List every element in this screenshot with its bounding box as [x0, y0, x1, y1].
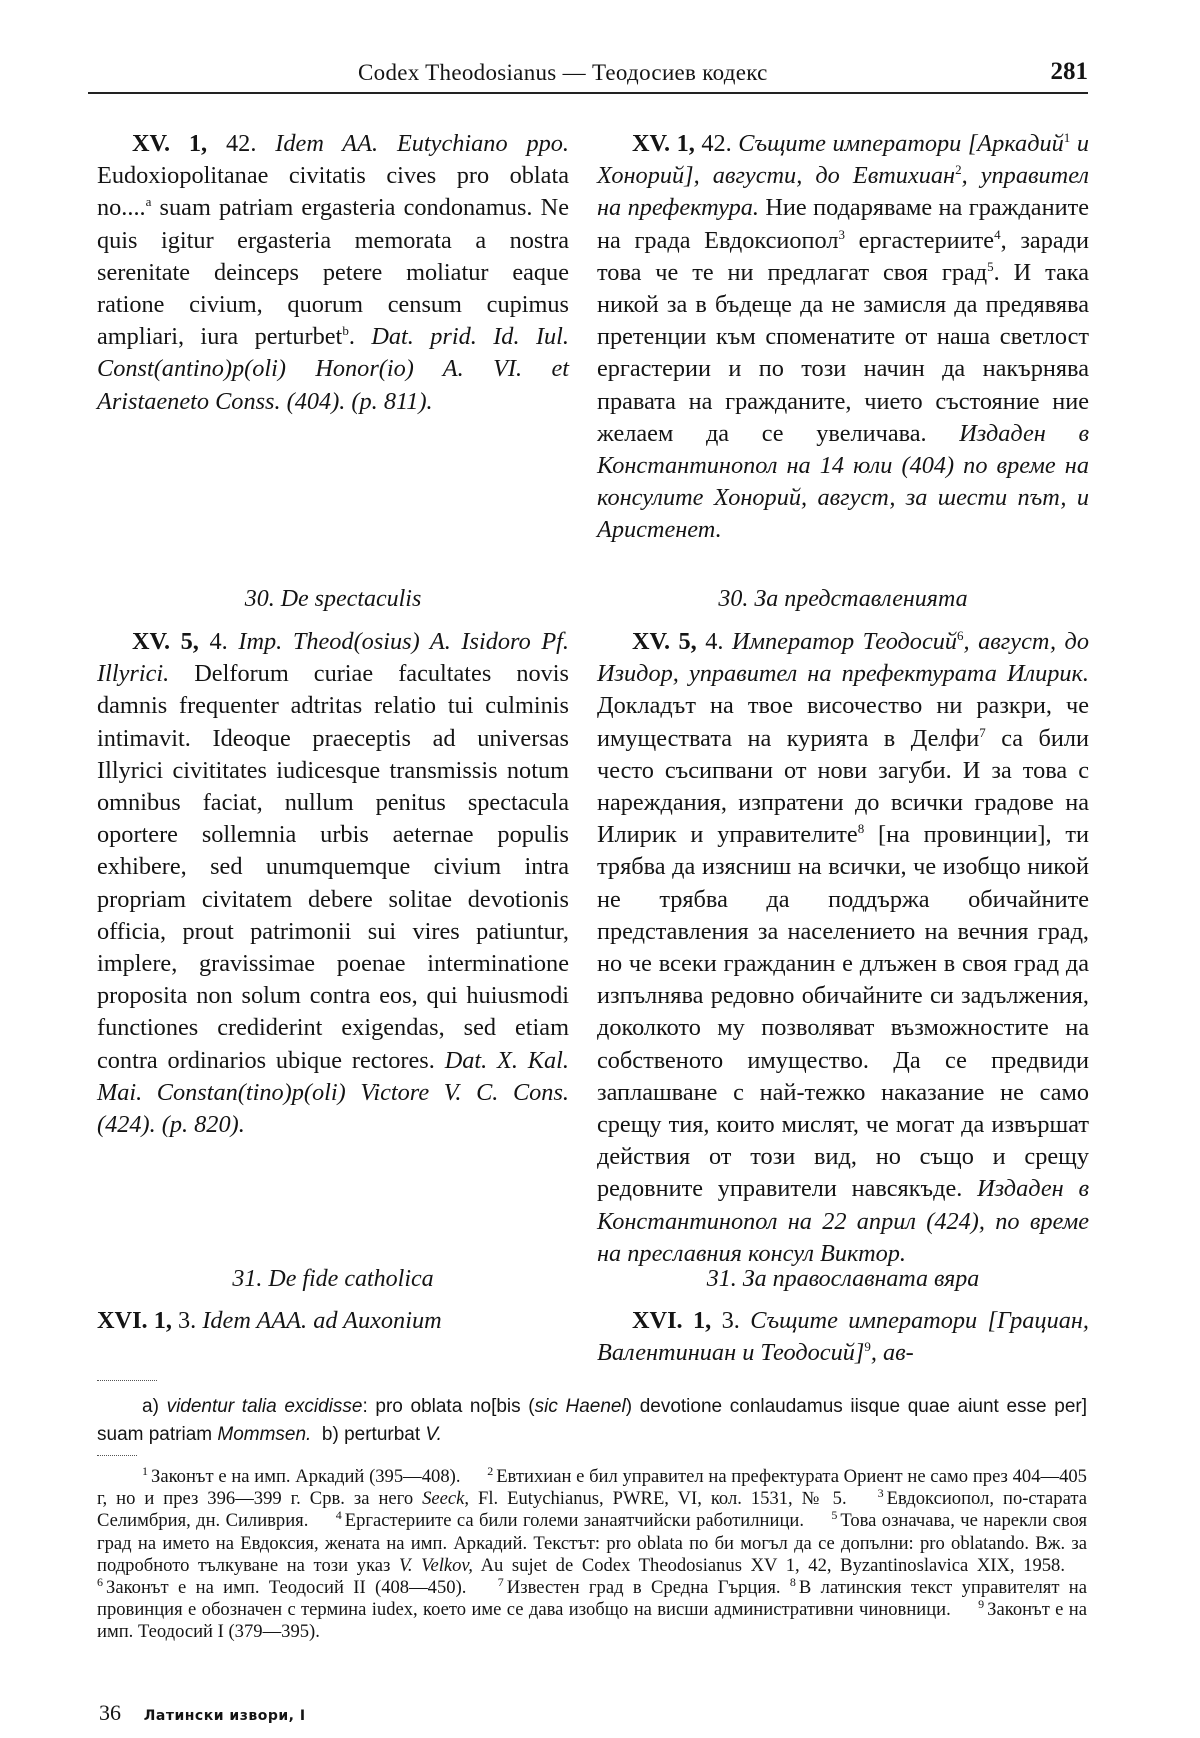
footnote-marker: 8: [857, 821, 865, 837]
apparatus-marker: a: [145, 194, 152, 210]
dating-clause: Издаден в Константинопол на 14 юли (404) по време на консулите Хонорий, август, за шести път, и Аристенет.: [597, 419, 1089, 544]
section-title: 31. За православната вяра: [706, 1266, 980, 1292]
latin-entry-xvi-1-3: [97, 1305, 569, 1337]
apparatus-text: : pro oblata no[bis (: [362, 1396, 535, 1417]
footnote-marker: 5: [987, 258, 994, 274]
law-text: Ние подаряваме на гражданите на града Евдоксиопол: [597, 194, 1089, 254]
footnote-author: V. Velkov,: [398, 1554, 473, 1576]
footnote-number: 2: [487, 1464, 494, 1478]
bulgarian-section-30: [597, 583, 1089, 615]
footnote-7: [498, 1577, 781, 1598]
footnote-text: Ергастериите са били големи занаятчийски работилници.: [344, 1510, 804, 1532]
law-text: Eudoxiopolitanae civitatis cives pro oblata no....: [97, 162, 569, 222]
apparatus-text: ) devotione conlaudamus iisque quae aiunt esse per] suam patriam: [97, 1396, 1088, 1445]
footnote-4: [336, 1510, 804, 1531]
law-reference: XV. 5,: [632, 628, 697, 655]
addressee: Imp. Theod(osius) A. Isidoro Pf. Illyrici.: [97, 628, 569, 688]
page-header: [88, 0, 1088, 90]
footnote-marker: 2: [955, 162, 962, 178]
addressee: Император Теодосий: [731, 628, 958, 655]
law-number: 4.: [209, 628, 228, 655]
dating-clause: Dat. X. Kal. Mai. Constan(tino)p(oli) Victore V. C. Cons. (424). (p. 820).: [97, 1046, 569, 1139]
bulgarian-entry-xvi-1-3: [597, 1305, 1089, 1369]
footnote-text: Известен град в Средна Гърция.: [506, 1577, 781, 1599]
footnote-number: 5: [831, 1508, 838, 1523]
footnote-1: [142, 1466, 460, 1487]
printer-signature: [99, 1700, 306, 1726]
footnote-number: 9: [978, 1597, 985, 1612]
footnote-text: , Fl. Eutychianus, PWRE, VI, кол. 1531, № 5.: [464, 1488, 847, 1510]
law-text: [на провинции], ти трябва да изясниш на всички, че изобщо никой не трябва да поддържа обичайните представления за населението на вечния град, но че всеки гражданин е длъжен в своя град да изпълнява редовно обичайните си задължения, доколкото му позволяват възможностите на собственото имущество. Да се предвиди заплашване с най-тежко наказание не само срещу тия, които мислят, че могат да извършат действия от този вид, но също и срещу редовните управители навсякъде.: [597, 821, 1090, 1203]
punctuation: .: [348, 323, 372, 351]
apparatus-source: V.: [425, 1424, 442, 1445]
section-title: 30. De spectaculis: [244, 586, 422, 612]
law-text: . И така никой за в бъдеще да не замисля да предявява претенции към споменатите от наша светлост ергастерии и по този начин да накърнява правата на гражданите, чието състояние ние желаем да се увеличава.: [597, 258, 1089, 447]
law-text: suam patriam ergasteria condonamus. Ne quis igitur ergasteria memorata a nostra serenitate deinceps petere moliatur eaque ratione civium, quorum censum cupimus ampliari, iura perturbet: [97, 194, 569, 351]
law-number: 4.: [705, 628, 724, 655]
addressee: , ав-: [870, 1339, 914, 1367]
addressee: и Хонорий], августи, до Евтихиан: [597, 130, 1089, 190]
page-number: 281: [1050, 58, 1088, 85]
critical-apparatus: [97, 1393, 1087, 1449]
footnote-marker: 1: [1063, 130, 1071, 145]
law-text: са били често съсипвани от нови загуби. И за това с нареждания, изпратени до всички градове на Илирик и управителите: [597, 724, 1090, 849]
apparatus-marker: b: [342, 323, 349, 339]
latin-section-30: [97, 583, 569, 615]
apparatus-lemma: videntur talia excidisse: [166, 1396, 363, 1417]
law-text: Delforum curiae facultates novis damnis frequenter adtritas relatio tui culminis intimavit. Ideoque praeceptis ad universas Illyrici civititates iudicesque transmissis notum omnibus faciat, nullum penitus spectacula oportere sollemnia urbis aeternae populis exhibere, sed unumquemque civium intra propriam civitatem debere solitae devotionis officia, prout patrimonii sui vires patiuntur, implere, gravissimae poenae interminatione proposita non solum contra eos, qui huiusmodi functiones crediderint exigendas, sed etiam contra ordinarios ubique rectores.: [97, 660, 569, 1074]
footnote-number: 4: [335, 1508, 342, 1523]
footnote-text: Евтихиан е бил управител на префектурата Ориент не само през 404—405 г, но и през 396—399 г. Срв. за него: [97, 1466, 1087, 1510]
footnote-text: В латинския текст управителят на провинция е обозначен с термина iudex, което име се дава изобщо на висши административни чиновници.: [97, 1577, 1088, 1621]
addressee: , управител на префектура.: [597, 162, 1089, 222]
law-text: ергастериите: [844, 226, 995, 254]
apparatus-label: a): [142, 1396, 159, 1417]
law-reference: XV. 1,: [132, 130, 208, 157]
footnote-text: Евдоксиопол, по-старата Селимбрия, дн. Силиврия.: [97, 1488, 1087, 1532]
footnote-marker: 6: [957, 628, 964, 643]
footnote-text: Законът е на имп. Теодосий I (379—395).: [97, 1599, 1088, 1643]
latin-section-31: [97, 1263, 569, 1295]
footnote-author: Seeck: [422, 1488, 465, 1510]
footnote-marker: 3: [838, 226, 845, 242]
footnotes-rule: [97, 1455, 137, 1456]
running-title: Codex Theodosianus — Теодосиев кодекс: [358, 60, 768, 85]
footnote-number: 6: [97, 1575, 103, 1590]
addressee: , август, до Изидор, управител на префектурата Илирик.: [597, 628, 1090, 688]
dating-clause: Издаден в Константинопол на 22 април (424), по време на преславния консул Виктор.: [597, 1175, 1089, 1267]
law-text: Докладът на твое височество ни разкри, че имуществата на курията в Делфи: [597, 692, 1089, 752]
latin-entry-xv-5-4: [97, 626, 569, 1141]
sheet-number: 36: [99, 1700, 121, 1725]
addressee: Idem AAA. ad Auxonium: [202, 1307, 442, 1334]
section-title: 31. De fide catholica: [232, 1266, 434, 1292]
law-reference: XV. 1,: [632, 130, 695, 157]
footnote-text: Законът е на имп. Аркадий (395—408).: [151, 1466, 461, 1487]
section-title: 30. За представленията: [718, 586, 968, 612]
footnote-6: [97, 1577, 466, 1598]
apparatus-label: b): [321, 1424, 339, 1445]
law-number: 42.: [701, 130, 732, 157]
addressee: Същите императори [Аркадий: [738, 130, 1064, 157]
law-number: 3.: [178, 1307, 197, 1334]
addressee: Idem AA. Eutychiano ppo.: [275, 130, 569, 157]
footnote-marker: 4: [994, 226, 1001, 242]
addressee: Същите императори [Грациан, Валентиниан и Теодосий]: [597, 1307, 1090, 1367]
law-reference: XVI. 1,: [97, 1307, 172, 1334]
footnote-text: Законът е на имп. Теодосий II (408—450).: [106, 1577, 467, 1599]
footnote-number: 8: [789, 1575, 796, 1590]
bulgarian-entry-xv-1-42: [597, 128, 1089, 547]
footnotes: [97, 1466, 1087, 1644]
book-title: Латински извори, I: [143, 1708, 306, 1724]
law-number: 3.: [721, 1307, 740, 1334]
apparatus-text: perturbat: [344, 1424, 426, 1445]
apparatus-source: sic Haenel: [534, 1396, 626, 1417]
footnote-marker: 9: [864, 1339, 871, 1355]
bulgarian-entry-xv-5-4: [597, 626, 1089, 1270]
bulgarian-section-31: [597, 1263, 1089, 1295]
footnote-text: Това означава, че нарекли своя град на името на Евдоксия, жената на имп. Аркадий. Текстът: pro oblata по би могъл да се допълни: pro oblatando. Вж. за подробното тълкуване на този указ: [97, 1510, 1088, 1576]
law-reference: XV. 5,: [132, 628, 199, 655]
footnote-number: 3: [877, 1486, 884, 1501]
law-number: 42.: [226, 130, 257, 157]
footnote-marker: 7: [979, 724, 986, 740]
footnote-number: 1: [142, 1464, 148, 1478]
law-reference: XVI. 1,: [632, 1307, 712, 1334]
latin-entry-xv-1-42: [97, 128, 569, 418]
dating-clause: Dat. prid. Id. Iul. Const(antino)p(oli) Honor(io) A. VI. et Aristaeneto Conss. (404). (p. 811).: [97, 323, 570, 415]
footnote-number: 7: [497, 1575, 504, 1590]
apparatus-rule: [97, 1380, 157, 1381]
law-text: , заради това че те ни предлагат своя град: [597, 226, 1089, 286]
header-rule: [88, 92, 1088, 94]
apparatus-source: Mommsen.: [217, 1424, 312, 1445]
footnote-text: Au sujet de Codex Theodosianus XV 1, 42, Byzantinoslavica XIX, 1958.: [472, 1554, 1065, 1576]
